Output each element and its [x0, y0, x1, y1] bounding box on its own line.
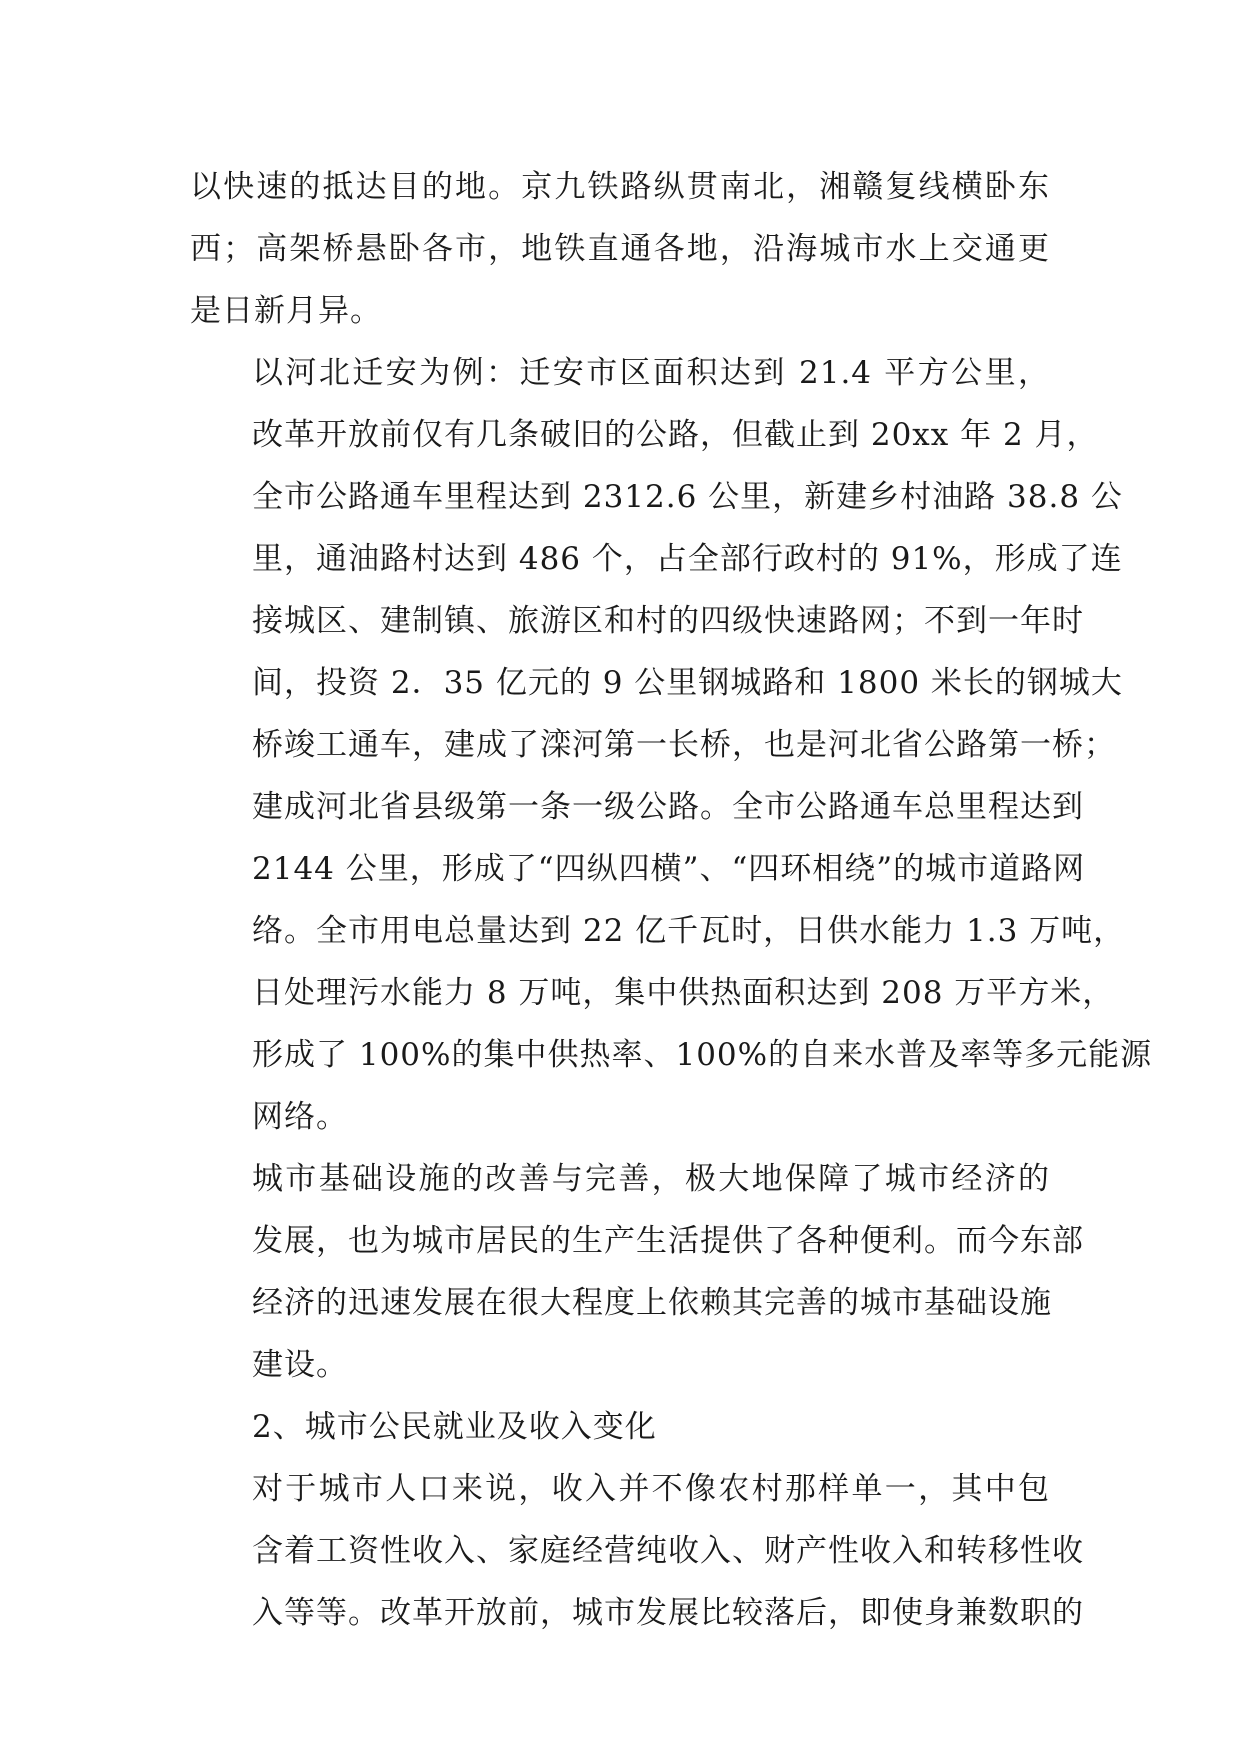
text-line: 是日新月异。 — [190, 293, 382, 329]
text-line: 改革开放前仅有几条破旧的公路，但截止到 20xx 年 2 月， — [252, 417, 1099, 453]
text-line: 经济的迅速发展在很大程度上依赖其完善的城市基础设施 — [252, 1285, 1052, 1321]
text-line: 形成了 100%的集中供热率、100%的自来水普及率等多元能源 — [252, 1037, 1153, 1073]
text-line: 间，投资 2．35 亿元的 9 公里钢城路和 1800 米长的钢城大 — [252, 665, 1123, 701]
text-line: 以快速的抵达目的地。京九铁路纵贯南北，湘赣复线横卧东 — [190, 169, 1050, 205]
paragraph — [190, 1148, 1084, 1396]
paragraph — [190, 156, 1050, 342]
text-line: 日处理污水能力 8 万吨，集中供热面积达到 208 万平方米， — [252, 975, 1115, 1011]
text-line: 含着工资性收入、家庭经营纯收入、财产性收入和转移性收 — [252, 1533, 1084, 1569]
paragraph — [190, 1458, 1084, 1644]
text-line: 入等等。改革开放前，城市发展比较落后，即使身兼数职的 — [252, 1595, 1084, 1631]
text-line: 全市公路通车里程达到 2312.6 公里，新建乡村油路 38.8 公 — [252, 479, 1123, 515]
text-line: 西；高架桥悬卧各市，地铁直通各地，沿海城市水上交通更 — [190, 231, 1050, 267]
text-line: 以河北迁安为例：迁安市区面积达到 21.4 平方公里， — [252, 355, 1050, 391]
text-line: 桥竣工通车，建成了滦河第一长桥，也是河北省公路第一桥； — [252, 727, 1116, 763]
text-line: 建设。 — [252, 1347, 348, 1383]
text-line: 发展，也为城市居民的生产生活提供了各种便利。而今东部 — [252, 1223, 1084, 1259]
text-line: 建成河北省县级第一条一级公路。全市公路通车总里程达到 — [252, 789, 1084, 825]
text-line: 络。全市用电总量达到 22 亿千瓦时，日供水能力 1.3 万吨， — [252, 913, 1126, 949]
text-line: 2、城市公民就业及收入变化 — [252, 1409, 657, 1445]
paragraph — [190, 342, 1153, 1148]
text-line: 接城区、建制镇、旅游区和村的四级快速路网；不到一年时 — [252, 603, 1084, 639]
document-body — [190, 156, 1153, 1644]
text-line: 里，通油路村达到 486 个，占全部行政村的 91%，形成了连 — [252, 541, 1123, 577]
text-line: 城市基础设施的改善与完善，极大地保障了城市经济的 — [252, 1161, 1050, 1197]
text-line: 2144 公里，形成了“四纵四横”、“四环相绕”的城市道路网 — [252, 851, 1086, 887]
text-line: 对于城市人口来说，收入并不像农村那样单一，其中包 — [252, 1471, 1050, 1507]
paragraph — [190, 1396, 1050, 1458]
text-line: 网络。 — [252, 1099, 348, 1135]
